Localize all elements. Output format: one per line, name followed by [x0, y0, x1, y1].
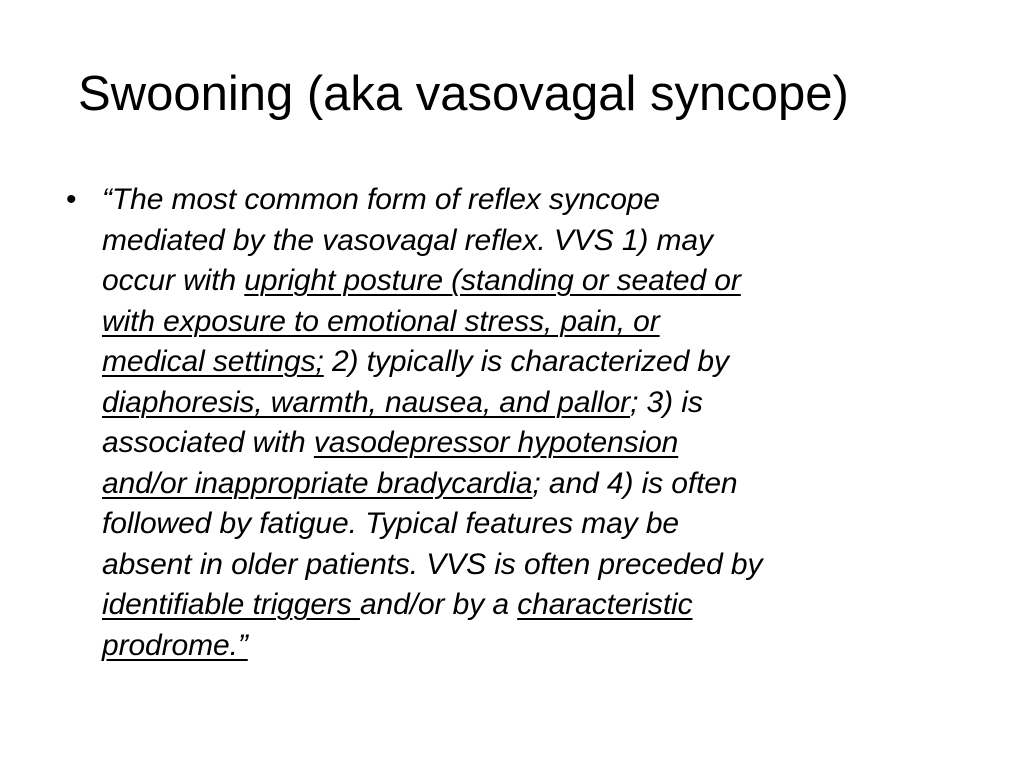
- bullet-item: [66, 180, 966, 666]
- underlined-phrase: prodrome.”: [102, 628, 248, 662]
- text-segment: 2) typically is characterized by: [323, 345, 729, 378]
- bullet-line: [102, 302, 966, 343]
- text-segment: occur with: [102, 264, 245, 297]
- underlined-phrase: and/or inappropriate bradycardia: [102, 466, 533, 500]
- text-segment: followed by fatigue. Typical features may be: [102, 507, 680, 540]
- bullet-line: [102, 545, 966, 586]
- underlined-phrase: identifiable triggers: [102, 588, 360, 621]
- underlined-phrase: upright posture (standing or seated or: [244, 264, 741, 297]
- bullet-line: [102, 626, 966, 667]
- bullet-text: [102, 180, 966, 666]
- bullet-line: [102, 180, 966, 221]
- bullet-line: [102, 342, 966, 383]
- underlined-phrase: with exposure to emotional stress, pain, or: [102, 304, 660, 338]
- bullet-line: [102, 261, 966, 302]
- text-segment: mediated by the vasovagal reflex. VVS 1) may: [102, 223, 713, 257]
- underlined-phrase: diaphoresis, warmth, nausea, and pallor: [102, 385, 631, 419]
- bullet-line: [102, 585, 966, 626]
- slide-body: [66, 180, 966, 666]
- text-segment: and/or by a: [359, 588, 518, 621]
- text-segment: associated with: [102, 426, 314, 459]
- bullet-line: [102, 221, 966, 262]
- underlined-phrase: vasodepressor hypotension: [313, 426, 679, 459]
- underlined-phrase: characteristic: [517, 588, 693, 621]
- bullet-line: [102, 423, 966, 464]
- bullet-line: [102, 504, 966, 545]
- underlined-phrase: medical settings;: [102, 345, 324, 378]
- bullet-dot-icon: •: [66, 183, 77, 216]
- bullet-line: [102, 383, 966, 424]
- text-segment: absent in older patients. VVS is often preceded by: [102, 547, 763, 581]
- text-segment: ; and 4) is often: [532, 466, 738, 500]
- bullet-line: [102, 464, 966, 505]
- text-segment: ; 3) is: [630, 385, 703, 419]
- text-segment: “The most common form of reflex syncope: [102, 183, 660, 216]
- slide-title: Swooning (aka vasovagal syncope): [78, 67, 849, 121]
